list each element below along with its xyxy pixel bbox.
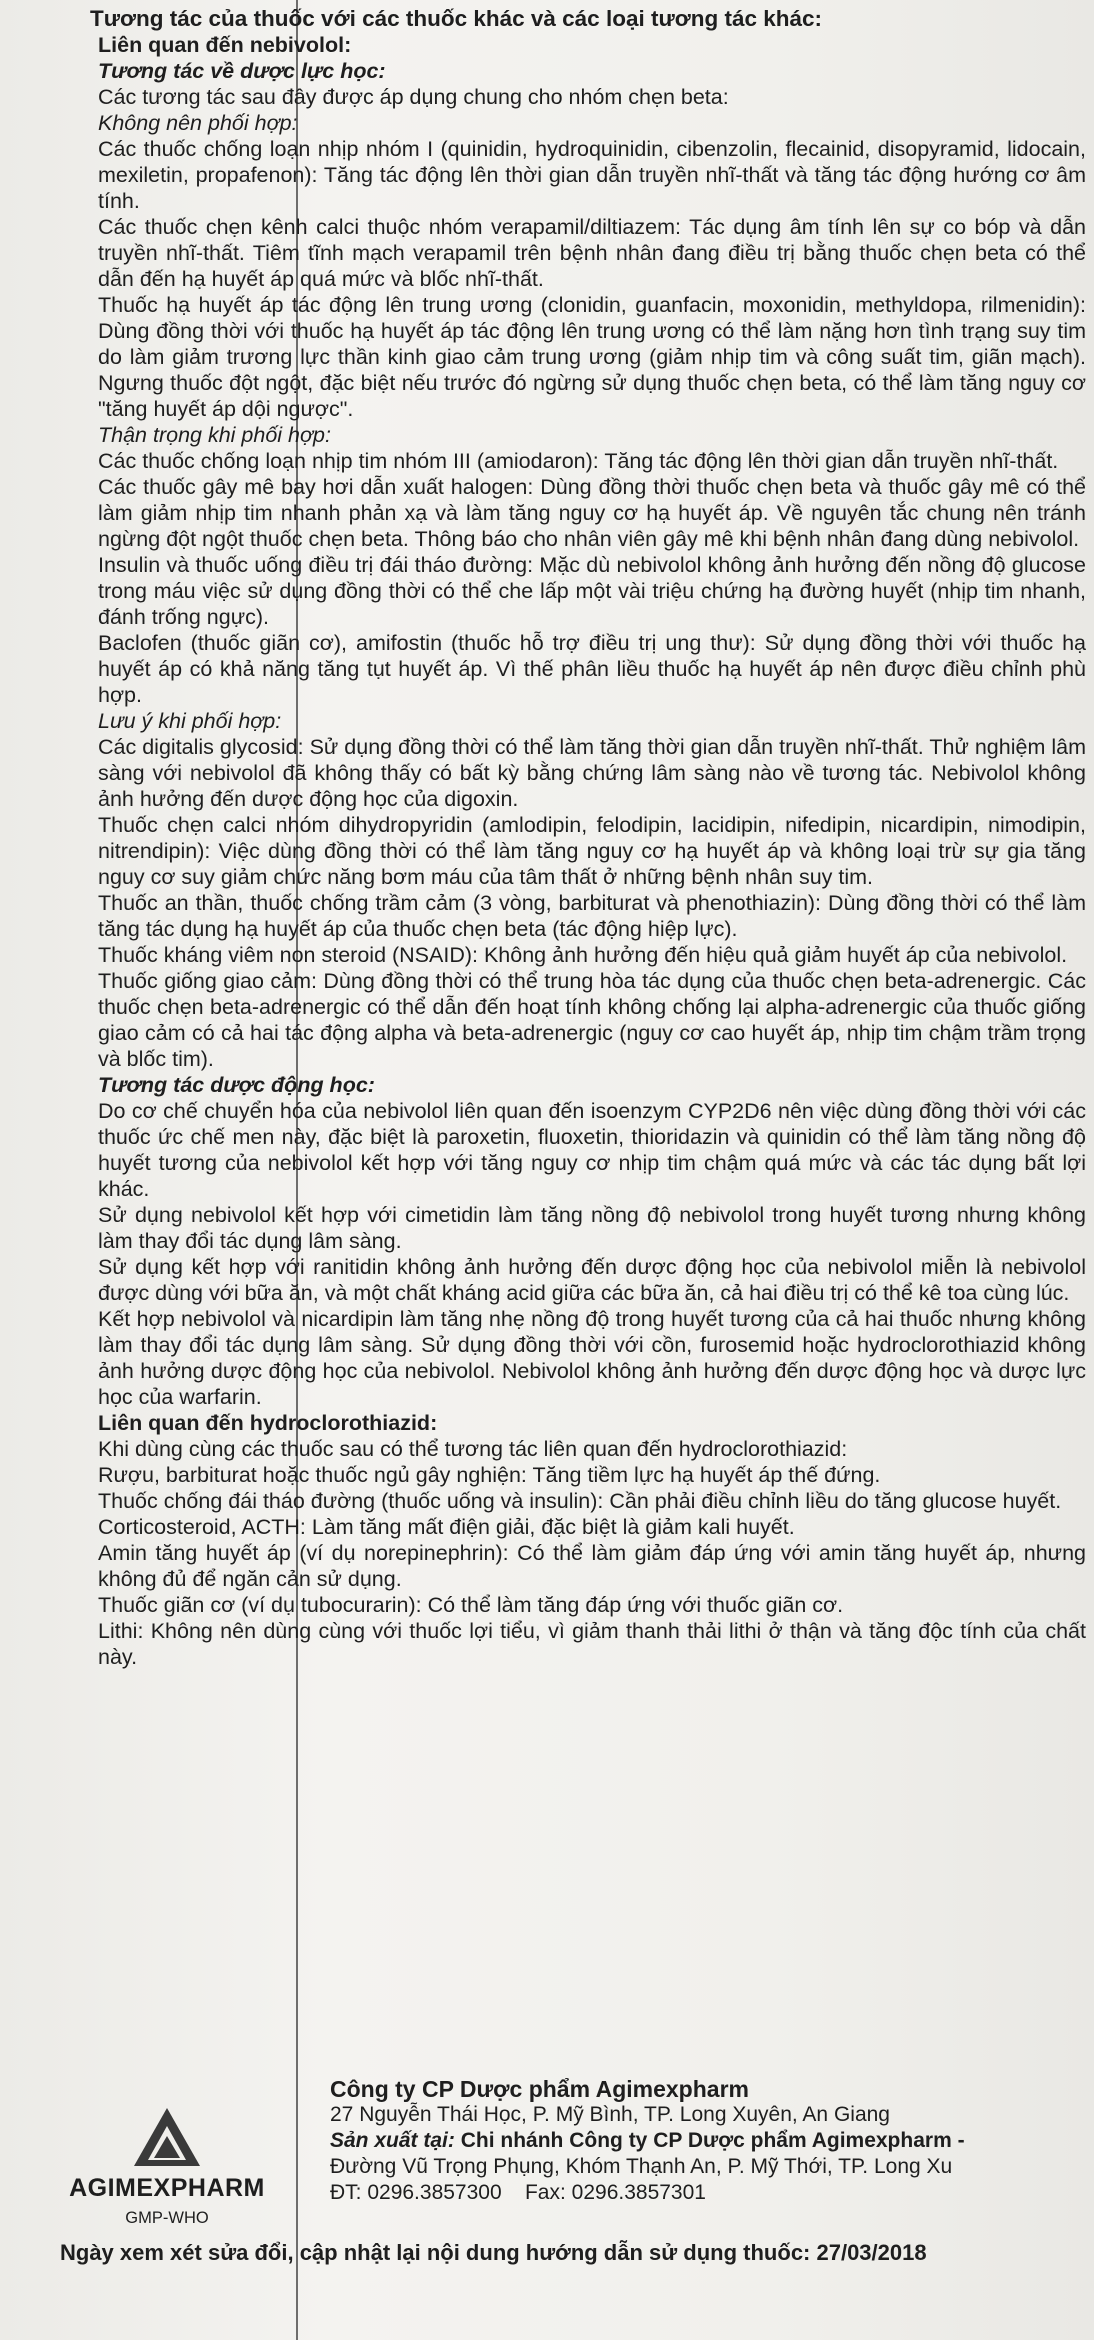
pd-intro: Các tương tác sau đây được áp dụng chung cho nhóm chẹn beta:: [98, 85, 729, 109]
hctz-item: Rượu, barbiturat hoặc thuốc ngủ gây nghiện: Tăng tiềm lực hạ huyết áp thế đứng.: [98, 1463, 881, 1487]
company-address: 27 Nguyễn Thái Học, P. Mỹ Bình, TP. Long Xuyên, An Giang: [330, 2103, 890, 2126]
note-item: Thuốc giống giao cảm: Dùng đồng thời có thể trung hòa tác dụng của thuốc chẹn beta-adrenergic. Các thuốc chẹn beta-adrenergic có thể dẫn đến hoạt tính không chống lại alpha-adrenergic của thuốc giống giao cảm có cả hai tác động alpha và beta-adrenergic (nguy cơ cao huyết áp, nhịp tim chậm trầm trọng và blốc tim).: [98, 969, 1086, 1071]
logo-name: AGIMEXPHARM: [69, 2174, 265, 2202]
nebivolol-heading: Liên quan đến nebivolol:: [98, 33, 352, 57]
caution-label: Thận trọng khi phối hợp:: [98, 423, 331, 447]
phone-fax: ĐT: 0296.3857300 Fax: 0296.3857301: [330, 2181, 706, 2204]
not-combine-item: Các thuốc chống loạn nhịp nhóm I (quinidin, hydroquinidin, cibenzolin, flecainid, disopyramid, lidocain, mexiletin, propafenon): Tăng tác động lên thời gian dẫn truyền nhĩ-thất và tăng tác động hướng cơ âm tính.: [98, 137, 1086, 213]
pd-heading: Tương tác về dược lực học:: [98, 59, 386, 83]
caution-item: Insulin và thuốc uống điều trị đái tháo đường: Mặc dù nebivolol không ảnh hưởng đến nồng độ glucose trong máu việc sử dụng đồng thời có thể che lấp một vài triệu chứng hạ đường huyết (nhịp tim nhanh, đánh trống ngực).: [98, 553, 1086, 629]
note-item: Thuốc chẹn calci nhóm dihydropyridin (amlodipin, felodipin, lacidipin, nifedipin, nicardipin, nimodipin, nitrendipin): Việc dùng đồng thời có thể làm tăng nguy cơ hạ huyết áp và không loại trừ sự gia tăng nguy cơ suy giảm chức năng bơm máu của tâm thất ở những bệnh nhân suy tim.: [98, 813, 1086, 889]
factory-address: Đường Vũ Trọng Phụng, Khóm Thạnh An, P. Mỹ Thới, TP. Long Xu: [330, 2155, 953, 2178]
pk-item: Kết hợp nebivolol và nicardipin làm tăng nhẹ nồng độ trong huyết tương của cả hai thuốc nhưng không làm thay đổi tác dụng lâm sàng. Sử dụng đồng thời với cồn, furosemid hoặc hydroclorothiazid không ảnh hưởng dược động học của nebivolol. Nebivolol không ảnh hưởng đến dược động học và dược lực học của warfarin.: [98, 1307, 1086, 1409]
agimexpharm-logo-icon: [132, 2106, 202, 2168]
not-combine-item: Thuốc hạ huyết áp tác động lên trung ương (clonidin, guanfacin, moxonidin, methyldopa, rilmenidin): Dùng đồng thời với thuốc hạ huyết áp tác động lên trung ương có thể làm nặng hơn tình trạng suy tim do làm giảm trương lực thần kinh giao cảm trung ương (giảm nhịp tim và công suất tim, giãn mạch). Ngưng thuốc đột ngột, đặc biệt nếu trước đó ngừng sử dụng thuốc chẹn beta, có thể làm tăng nguy cơ "tăng huyết áp dội ngược".: [98, 293, 1086, 421]
pk-item: Sử dụng nebivolol kết hợp với cimetidin làm tăng nồng độ nebivolol trong huyết tương nhưng không làm thay đổi tác dụng lâm sàng.: [98, 1203, 1086, 1253]
note-item: Thuốc an thần, thuốc chống trầm cảm (3 vòng, barbiturat và phenothiazin): Dùng đồng thời có thể làm tăng tác dụng hạ huyết áp của thuốc chẹn beta (tác động hiệp lực).: [98, 891, 1086, 941]
section-title: Tương tác của thuốc với các thuốc khác và các loại tương tác khác:: [90, 6, 823, 31]
hctz-item: Lithi: Không nên dùng cùng với thuốc lợi tiểu, vì giảm thanh thải lithi ở thận và tăng độc tính của chất này.: [98, 1619, 1086, 1669]
manufacturer-footer: [0, 2070, 1094, 2340]
hctz-item: Corticosteroid, ACTH: Làm tăng mất điện giải, đặc biệt là giảm kali huyết.: [98, 1515, 795, 1539]
not-combine-label: Không nên phối hợp:: [98, 111, 298, 135]
review-date-line: Ngày xem xét sửa đổi, cập nhật lại nội dung hướng dẫn sử dụng thuốc: 27/03/2018: [60, 2240, 927, 2265]
hctz-item: Amin tăng huyết áp (ví dụ norepinephrin): Có thể làm giảm đáp ứng với amin tăng huyết áp, nhưng không đủ để ngăn cản sử dụng.: [98, 1541, 1086, 1591]
hctz-intro: Khi dùng cùng các thuốc sau có thể tương tác liên quan đến hydroclorothiazid:: [98, 1437, 848, 1461]
hctz-item: Thuốc chống đái tháo đường (thuốc uống và insulin): Cần phải điều chỉnh liều do tăng glucose huyết.: [98, 1489, 1062, 1513]
pk-item: Do cơ chế chuyển hóa của nebivolol liên quan đến isoenzym CYP2D6 nên việc dùng đồng thời với các thuốc ức chế men này, đặc biệt là paroxetin, fluoxetin, thioridazin và quinidin có thể làm tăng nồng độ huyết tương của nebivolol kết hợp với tăng nguy cơ nhịp tim chậm quá mức và các tác dụng bất lợi khác.: [98, 1099, 1086, 1201]
gmp-certification: GMP-WHO: [125, 2209, 209, 2227]
manufacturing-site: [330, 2128, 1094, 2154]
interactions-section: [76, 6, 1086, 1670]
hctz-item: Thuốc giãn cơ (ví dụ tubocurarin): Có thể làm tăng đáp ứng với thuốc giãn cơ.: [98, 1593, 844, 1617]
pk-heading: Tương tác dược động học:: [98, 1073, 375, 1097]
made-at-value: Chi nhánh Công ty CP Dược phẩm Agimexpharm -: [460, 2129, 965, 2152]
company-name: Công ty CP Dược phẩm Agimexpharm: [330, 2076, 749, 2102]
company-info: [330, 2076, 1094, 2206]
caution-item: Các thuốc gây mê bay hơi dẫn xuất halogen: Dùng đồng thời thuốc chẹn beta và thuốc gây mê có thể làm giảm nhịp tim nhanh phản xạ và làm tăng nguy cơ hạ huyết áp. Về nguyên tắc chung nên tránh ngừng đột ngột thuốc chẹn beta. Thông báo cho nhân viên gây mê khi bệnh nhân đang dùng nebivolol.: [98, 475, 1086, 551]
note-label: Lưu ý khi phối hợp:: [98, 709, 282, 733]
note-item: Thuốc kháng viêm non steroid (NSAID): Không ảnh hưởng đến hiệu quả giảm huyết áp của nebivolol.: [98, 943, 1068, 967]
pk-item: Sử dụng kết hợp với ranitidin không ảnh hưởng đến dược động học của nebivolol miễn là nebivolol được dùng với bữa ăn, và một chất kháng acid giữa các bữa ăn, cả hai điều trị có thể kê toa cùng lúc.: [98, 1255, 1086, 1305]
caution-item: Các thuốc chống loạn nhịp tim nhóm III (amiodaron): Tăng tác động lên thời gian dẫn truyền nhĩ-thất.: [98, 449, 1059, 473]
company-logo: [22, 2106, 312, 2228]
note-item: Các digitalis glycosid: Sử dụng đồng thời có thể làm tăng thời gian dẫn truyền nhĩ-thất. Thử nghiệm lâm sàng với nebivolol đã không thấy có bất kỳ bằng chứng lâm sàng nào về tương tác. Nebivolol không ảnh hưởng đến dược động học của digoxin.: [98, 735, 1086, 811]
caution-item: Baclofen (thuốc giãn cơ), amifostin (thuốc hỗ trợ điều trị ung thư): Sử dụng đồng thời với thuốc hạ huyết áp có khả năng tăng tụt huyết áp. Vì thế phân liều thuốc hạ huyết áp nên được điều chỉnh phù hợp.: [98, 631, 1086, 707]
made-at-label: Sản xuất tại:: [330, 2129, 455, 2152]
not-combine-item: Các thuốc chẹn kênh calci thuộc nhóm verapamil/diltiazem: Tác dụng âm tính lên sự co bóp và dẫn truyền nhĩ-thất. Tiêm tĩnh mạch verapamil trên bệnh nhân đang điều trị bằng thuốc chẹn beta có thể dẫn đến hạ huyết áp quá mức và blốc nhĩ-thất.: [98, 215, 1086, 291]
hctz-heading: Liên quan đến hydroclorothiazid:: [98, 1411, 438, 1435]
